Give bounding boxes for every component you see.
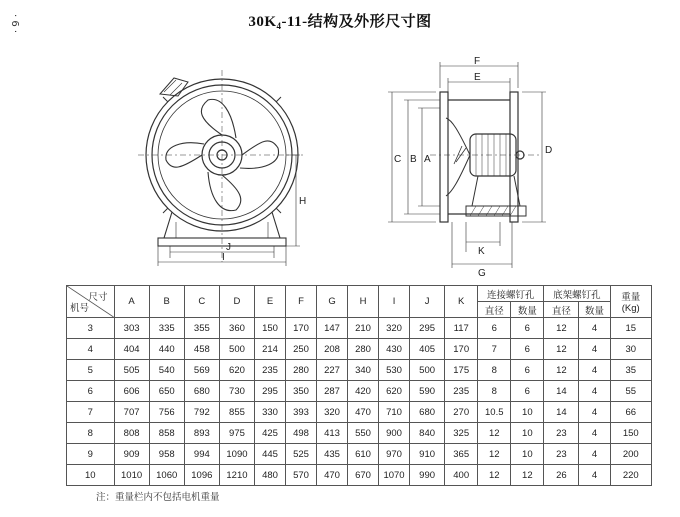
row-model-number: 6 (67, 381, 115, 402)
table-cell: 320 (317, 402, 348, 423)
table-cell: 8 (478, 360, 511, 381)
col-header-base-diameter: 直径 (544, 302, 579, 318)
table-cell: 569 (184, 360, 219, 381)
table-cell: 23 (544, 423, 579, 444)
table-row (67, 318, 652, 339)
table-cell: 500 (410, 360, 445, 381)
table-cell: 1070 (379, 465, 410, 486)
table-cell: 420 (348, 381, 379, 402)
table-cell: 350 (286, 381, 317, 402)
table-cell: 14 (544, 381, 579, 402)
table-cell: 208 (317, 339, 348, 360)
table-cell: 295 (255, 381, 286, 402)
col-header-weight (610, 286, 652, 318)
table-row (67, 339, 652, 360)
table-cell: 150 (610, 423, 652, 444)
table-cell: 413 (317, 423, 348, 444)
table-cell: 210 (348, 318, 379, 339)
dim-label-a: A (424, 154, 431, 165)
table-cell: 1010 (114, 465, 149, 486)
table-cell: 858 (149, 423, 184, 444)
table-cell: 606 (114, 381, 149, 402)
table-row (67, 360, 652, 381)
table-cell: 525 (286, 444, 317, 465)
col-header-conn-diameter: 直径 (478, 302, 511, 318)
table-cell: 458 (184, 339, 219, 360)
title-subscript: 4 (276, 21, 282, 31)
row-model-number: 9 (67, 444, 115, 465)
col-group-connection-holes: 连接螺钉孔 (478, 286, 544, 302)
table-cell: 4 (579, 465, 610, 486)
front-view (138, 70, 306, 266)
table-cell: 4 (579, 381, 610, 402)
row-model-number: 8 (67, 423, 115, 444)
table-cell: 470 (348, 402, 379, 423)
table-row (67, 381, 652, 402)
table-cell: 8 (478, 381, 511, 402)
table-cell: 405 (410, 339, 445, 360)
table-cell: 404 (114, 339, 149, 360)
table-cell: 530 (379, 360, 410, 381)
table-cell: 6 (511, 360, 544, 381)
col-header-f: F (286, 286, 317, 318)
table-cell: 808 (114, 423, 149, 444)
page-number: · 6 · (9, 14, 20, 34)
table-cell: 10 (511, 402, 544, 423)
table-cell: 15 (610, 318, 652, 339)
col-header-conn-count: 数量 (511, 302, 544, 318)
col-header-j: J (410, 286, 445, 318)
table-cell: 147 (317, 318, 348, 339)
table-cell: 540 (149, 360, 184, 381)
table-cell: 710 (379, 402, 410, 423)
table-cell: 1096 (184, 465, 219, 486)
row-model-number: 7 (67, 402, 115, 423)
table-cell: 7 (478, 339, 511, 360)
table-cell: 620 (219, 360, 254, 381)
table-cell: 430 (379, 339, 410, 360)
table-row (67, 444, 652, 465)
table-cell: 23 (544, 444, 579, 465)
table-cell: 610 (348, 444, 379, 465)
col-header-g: G (317, 286, 348, 318)
table-cell: 320 (379, 318, 410, 339)
dim-label-b: B (410, 154, 417, 165)
dim-label-c: C (394, 154, 402, 165)
col-header-k: K (445, 286, 478, 318)
table-cell: 400 (445, 465, 478, 486)
dimension-table (66, 285, 652, 486)
table-cell: 620 (379, 381, 410, 402)
table-cell: 1210 (219, 465, 254, 486)
table-cell: 270 (445, 402, 478, 423)
table-cell: 12 (544, 318, 579, 339)
row-model-number: 4 (67, 339, 115, 360)
table-cell: 900 (379, 423, 410, 444)
table-cell: 10 (511, 423, 544, 444)
dim-label-f: F (474, 56, 481, 67)
table-corner-header (67, 286, 115, 318)
table-cell: 4 (579, 423, 610, 444)
table-cell: 680 (184, 381, 219, 402)
table-cell: 910 (410, 444, 445, 465)
table-cell: 150 (255, 318, 286, 339)
table-cell: 12 (478, 444, 511, 465)
table-cell: 355 (184, 318, 219, 339)
table-cell: 1090 (219, 444, 254, 465)
row-model-number: 3 (67, 318, 115, 339)
table-cell: 12 (478, 423, 511, 444)
table-cell: 990 (410, 465, 445, 486)
table-cell: 12 (478, 465, 511, 486)
table-cell: 175 (445, 360, 478, 381)
table-cell: 335 (149, 318, 184, 339)
col-header-a: A (114, 286, 149, 318)
table-cell: 4 (579, 360, 610, 381)
table-cell: 170 (286, 318, 317, 339)
table-cell: 909 (114, 444, 149, 465)
col-header-i: I (379, 286, 410, 318)
table-cell: 707 (114, 402, 149, 423)
table-cell: 250 (286, 339, 317, 360)
table-cell: 220 (610, 465, 652, 486)
row-model-number: 5 (67, 360, 115, 381)
table-cell: 235 (445, 381, 478, 402)
table-cell: 435 (317, 444, 348, 465)
table-cell: 500 (219, 339, 254, 360)
title-rest: -11-结构及外形尺寸图 (281, 14, 432, 30)
col-header-c: C (184, 286, 219, 318)
table-cell: 30 (610, 339, 652, 360)
table-cell: 280 (286, 360, 317, 381)
table-cell: 14 (544, 402, 579, 423)
table-cell: 480 (255, 465, 286, 486)
table-cell: 393 (286, 402, 317, 423)
col-header-b: B (149, 286, 184, 318)
dim-label-k: K (478, 246, 485, 257)
corner-size-label: 尺寸 (88, 292, 108, 303)
dim-label-g: G (478, 268, 486, 279)
table-cell: 12 (544, 339, 579, 360)
table-cell: 425 (255, 423, 286, 444)
table-cell: 214 (255, 339, 286, 360)
table-cell: 680 (410, 402, 445, 423)
table-cell: 235 (255, 360, 286, 381)
dim-label-i: I (222, 252, 225, 263)
table-cell: 440 (149, 339, 184, 360)
table-cell: 445 (255, 444, 286, 465)
table-cell: 325 (445, 423, 478, 444)
table-cell: 505 (114, 360, 149, 381)
table-cell: 26 (544, 465, 579, 486)
col-header-e: E (255, 286, 286, 318)
col-header-base-count: 数量 (579, 302, 610, 318)
table-cell: 12 (511, 465, 544, 486)
row-model-number: 10 (67, 465, 115, 486)
side-view (388, 62, 546, 268)
table-cell: 295 (410, 318, 445, 339)
table-row (67, 402, 652, 423)
dim-label-d: D (545, 145, 553, 156)
table-cell: 840 (410, 423, 445, 444)
table-body (67, 318, 652, 486)
table-cell: 10.5 (478, 402, 511, 423)
table-cell: 6 (511, 381, 544, 402)
weight-label: 重量 (621, 292, 641, 303)
table-cell: 35 (610, 360, 652, 381)
table-cell: 117 (445, 318, 478, 339)
table-cell: 6 (511, 318, 544, 339)
table-cell: 756 (149, 402, 184, 423)
corner-model-label: 机号 (70, 303, 90, 314)
table-cell: 570 (286, 465, 317, 486)
table-cell: 4 (579, 318, 610, 339)
table-cell: 590 (410, 381, 445, 402)
table-cell: 340 (348, 360, 379, 381)
table-cell: 66 (610, 402, 652, 423)
table-cell: 994 (184, 444, 219, 465)
table-cell: 670 (348, 465, 379, 486)
dim-label-h: H (299, 196, 307, 207)
table-cell: 4 (579, 339, 610, 360)
col-header-h: H (348, 286, 379, 318)
table-cell: 6 (478, 318, 511, 339)
table-cell: 280 (348, 339, 379, 360)
table-cell: 170 (445, 339, 478, 360)
title-main: 30K (248, 14, 277, 30)
table-cell: 12 (544, 360, 579, 381)
table-cell: 498 (286, 423, 317, 444)
table-cell: 4 (579, 402, 610, 423)
table-row (67, 465, 652, 486)
table-cell: 6 (511, 339, 544, 360)
table-cell: 303 (114, 318, 149, 339)
table-cell: 360 (219, 318, 254, 339)
table-cell: 470 (317, 465, 348, 486)
table-cell: 550 (348, 423, 379, 444)
table-cell: 227 (317, 360, 348, 381)
table-cell: 792 (184, 402, 219, 423)
table-cell: 958 (149, 444, 184, 465)
table-cell: 893 (184, 423, 219, 444)
dim-label-j: J (226, 242, 231, 253)
col-group-base-holes: 底架螺钉孔 (544, 286, 610, 302)
table-cell: 970 (379, 444, 410, 465)
weight-unit: (Kg) (621, 303, 640, 314)
table-row (67, 423, 652, 444)
table-cell: 1060 (149, 465, 184, 486)
table-cell: 650 (149, 381, 184, 402)
table-cell: 55 (610, 381, 652, 402)
table-cell: 975 (219, 423, 254, 444)
table-cell: 730 (219, 381, 254, 402)
table-cell: 10 (511, 444, 544, 465)
table-cell: 855 (219, 402, 254, 423)
table-cell: 365 (445, 444, 478, 465)
dim-label-e: E (474, 72, 481, 83)
table-cell: 200 (610, 444, 652, 465)
footnote: 注：重量栏内不包括电机重量 (96, 492, 220, 503)
col-header-d: D (219, 286, 254, 318)
table-cell: 330 (255, 402, 286, 423)
table-cell: 4 (579, 444, 610, 465)
table-cell: 287 (317, 381, 348, 402)
